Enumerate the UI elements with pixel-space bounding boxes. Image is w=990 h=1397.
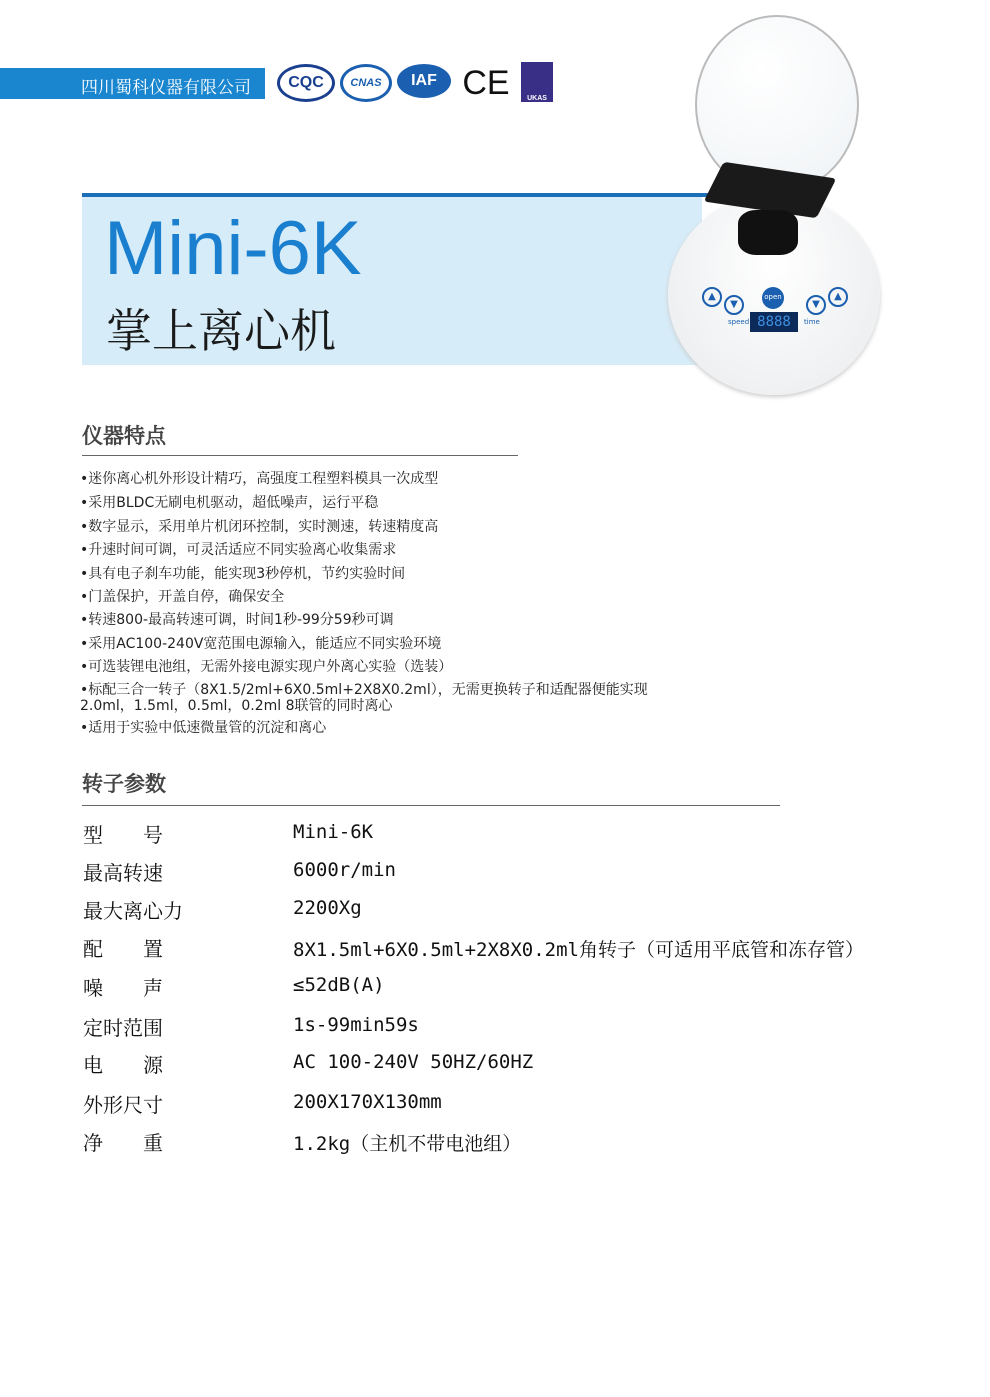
ce-mark: CE bbox=[462, 63, 510, 102]
feature-item: •采用BLDC无刷电机驱动，超低噪声，运行平稳 bbox=[80, 495, 379, 511]
spec-label: 最大离心力 bbox=[83, 899, 183, 923]
iaf-logo: IAF bbox=[397, 64, 451, 98]
speed-down-icon[interactable]: ▼ bbox=[724, 295, 744, 315]
spec-value: ≤52dB(A) bbox=[293, 974, 385, 996]
spec-label: 定时范围 bbox=[83, 1016, 163, 1040]
open-button[interactable] bbox=[762, 287, 784, 309]
speed-label: speed bbox=[728, 318, 750, 326]
feature-item: •适用于实验中低速微量管的沉淀和离心 bbox=[80, 720, 327, 736]
spec-label: 噪 声 bbox=[83, 976, 163, 1000]
feature-item: •采用AC100-240V宽范围电源输入，能适应不同实验环境 bbox=[80, 636, 442, 652]
spec-label: 外形尺寸 bbox=[83, 1093, 163, 1117]
ukas-logo: UKAS bbox=[521, 62, 553, 102]
time-up-icon[interactable]: ▲ bbox=[828, 287, 848, 307]
spec-value: 2200Xg bbox=[293, 897, 362, 919]
time-down-icon[interactable]: ▼ bbox=[806, 295, 826, 315]
spec-value: 6000r/min bbox=[293, 859, 396, 881]
spec-value: 1.2kg（主机不带电池组） bbox=[293, 1133, 522, 1155]
feature-item: 2.0ml，1.5ml，0.5ml，0.2ml 8联管的同时离心 bbox=[80, 698, 393, 714]
cqc-logo: CQC bbox=[277, 64, 335, 102]
spec-value: 8X1.5ml+6X0.5ml+2X8X0.2ml角转子（可适用平底管和冻存管） bbox=[293, 939, 864, 961]
product-model: Mini-6K bbox=[104, 206, 362, 291]
specs-rule bbox=[82, 805, 780, 806]
features-rule bbox=[82, 455, 518, 456]
feature-item: •标配三合一转子（8X1.5/2ml+6X0.5ml+2X8X0.2ml），无需更换转子和适配器便能实现 bbox=[80, 682, 648, 698]
spec-label: 电 源 bbox=[83, 1053, 163, 1077]
feature-item: •数字显示，采用单片机闭环控制，实时测速，转速精度高 bbox=[80, 519, 439, 535]
spec-label: 型 号 bbox=[83, 823, 163, 847]
spec-value: Mini-6K bbox=[293, 821, 374, 843]
feature-item: •迷你离心机外形设计精巧，高强度工程塑料模具一次成型 bbox=[80, 471, 439, 487]
spec-value: 1s-99min59s bbox=[293, 1014, 419, 1036]
feature-item: •门盖保护，开盖自停，确保安全 bbox=[80, 589, 285, 605]
time-label: time bbox=[804, 318, 820, 326]
centrifuge-image bbox=[660, 15, 890, 405]
cnas-logo: CNAS bbox=[340, 64, 392, 102]
spec-value: AC 100-240V 50HZ/60HZ bbox=[293, 1051, 534, 1073]
specs-heading: 转子参数 bbox=[82, 772, 166, 796]
spec-label: 配 置 bbox=[83, 937, 163, 961]
speed-up-icon[interactable]: ▲ bbox=[702, 287, 722, 307]
company-bar bbox=[0, 68, 265, 99]
product-name: 掌上离心机 bbox=[106, 304, 336, 358]
spec-label: 最高转速 bbox=[83, 861, 163, 885]
company-name: 四川蜀科仪器有限公司 bbox=[81, 78, 251, 98]
feature-item: •转速800-最高转速可调，时间1秒-99分59秒可调 bbox=[80, 612, 394, 628]
spindle bbox=[738, 210, 798, 255]
led-display: 8888 bbox=[750, 312, 798, 332]
spec-label: 净 重 bbox=[83, 1131, 163, 1155]
feature-item: •具有电子刹车功能，能实现3秒停机，节约实验时间 bbox=[80, 566, 406, 582]
open-label: open bbox=[764, 293, 782, 301]
feature-item: •可选装锂电池组，无需外接电源实现户外离心实验（选装） bbox=[80, 659, 453, 675]
features-heading: 仪器特点 bbox=[82, 424, 166, 448]
spec-value: 200X170X130mm bbox=[293, 1091, 442, 1113]
feature-item: •升速时间可调，可灵活适应不同实验离心收集需求 bbox=[80, 542, 397, 558]
